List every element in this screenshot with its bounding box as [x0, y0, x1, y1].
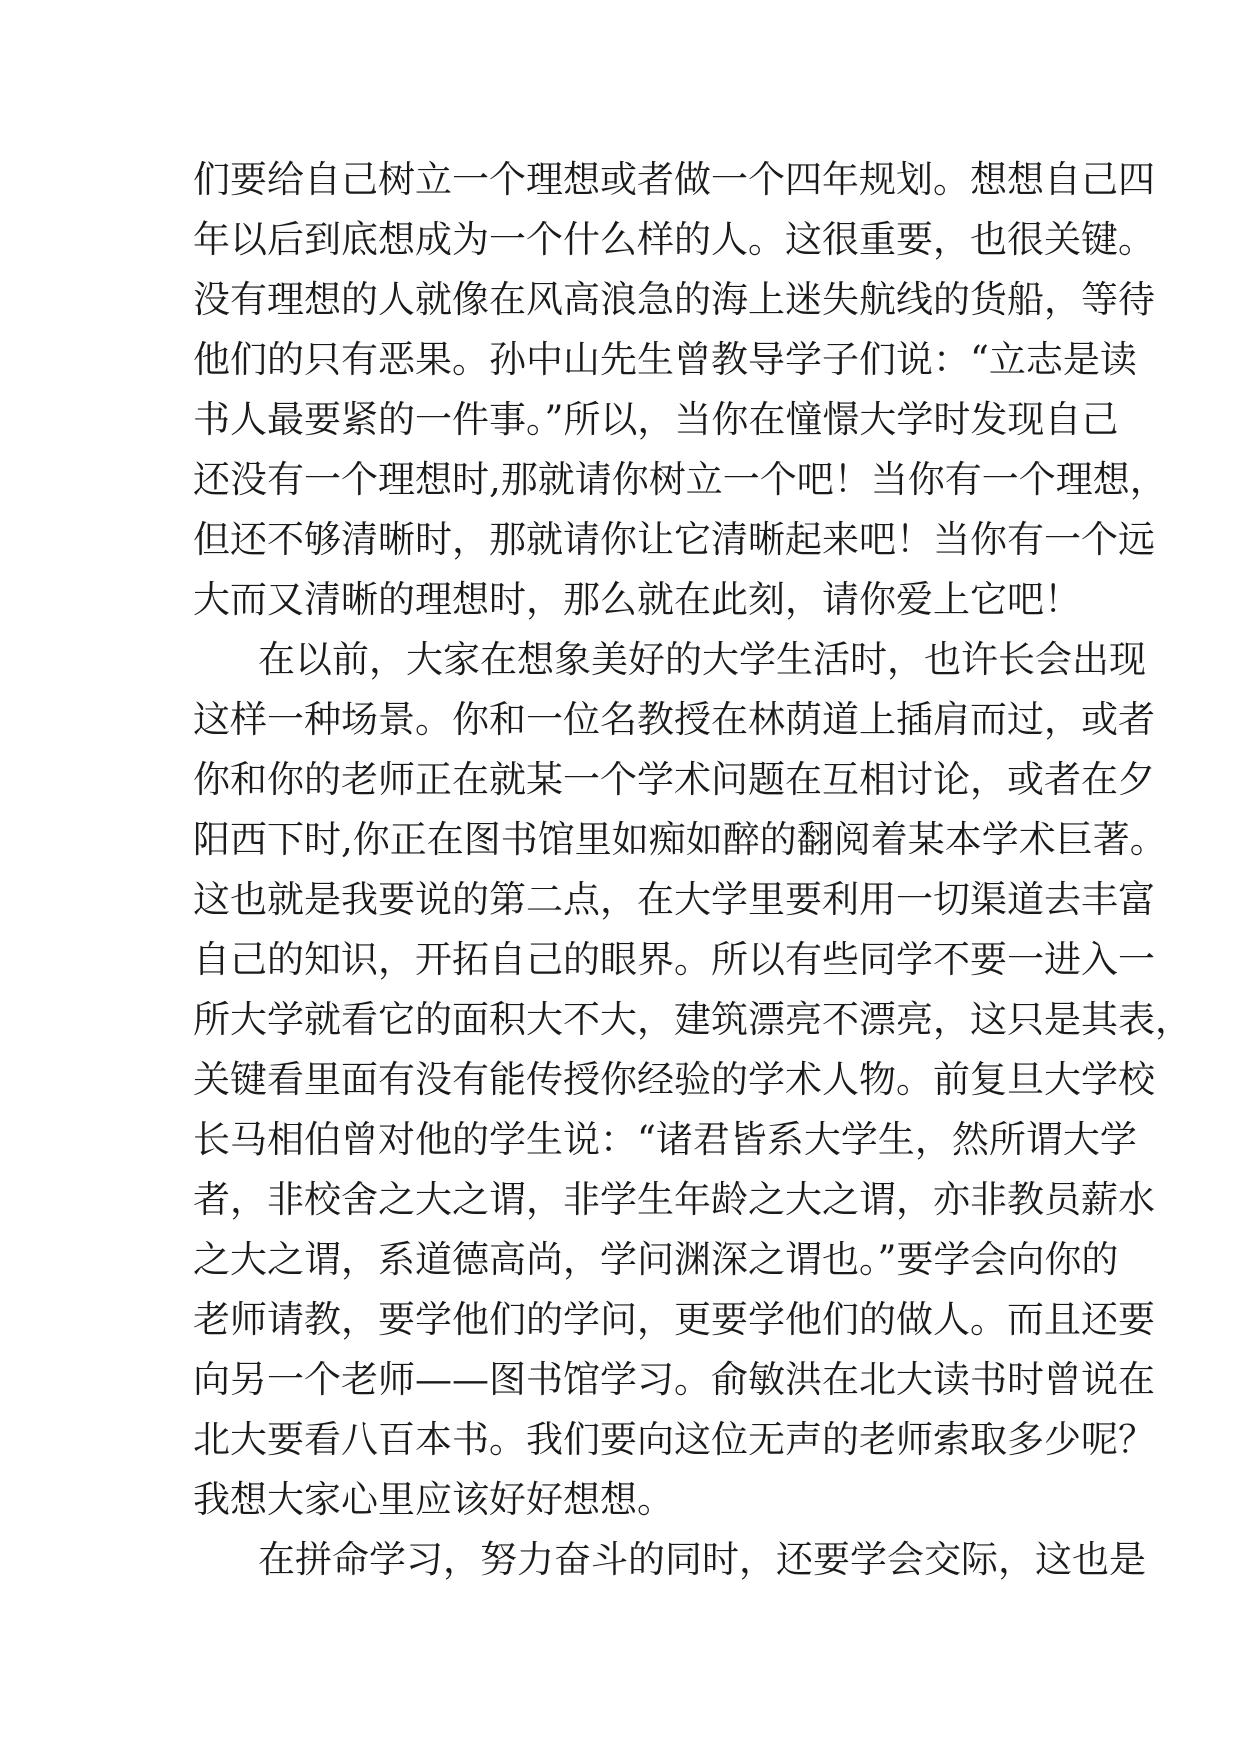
- paragraph-first-line: 在拼命学习，努力奋斗的同时，还要学会交际，这也是: [258, 1538, 1146, 1581]
- text-line: 之大之谓，系道德高尚，学问渊深之谓也。”要学会向你的: [193, 1238, 1119, 1281]
- text-line: 你和你的老师正在就某一个学术问题在互相讨论，或者在夕: [193, 758, 1155, 801]
- text-line: 还没有一个理想时,那就请你树立一个吧！当你有一个理想，: [193, 458, 1167, 501]
- text-line: 这也就是我要说的第二点，在大学里要利用一切渠道去丰富: [193, 878, 1155, 921]
- text-line: 没有理想的人就像在风高浪急的海上迷失航线的货船，等待: [193, 278, 1155, 321]
- text-line: 自己的知识，开拓自己的眼界。所以有些同学不要一进入一: [193, 938, 1155, 981]
- text-line: 大而又清晰的理想时，那么就在此刻，请你爱上它吧！: [193, 578, 1081, 621]
- text-line: 这样一种场景。你和一位名教授在林荫道上插肩而过，或者: [193, 698, 1155, 741]
- document-body: [193, 150, 1192, 1590]
- text-line: 老师请教，要学他们的学问，更要学他们的做人。而且还要: [193, 1298, 1155, 1341]
- text-line: 者，非校舍之大之谓，非学生年龄之大之谓，亦非教员薪水: [193, 1178, 1155, 1221]
- text-line: 阳西下时,你正在图书馆里如痴如醉的翻阅着某本学术巨著。: [193, 818, 1167, 861]
- text-line: 北大要看八百本书。我们要向这位无声的老师索取多少呢？: [193, 1418, 1155, 1461]
- text-line: 我想大家心里应该好好想想。: [193, 1478, 674, 1521]
- paragraph-first-line: 在以前，大家在想象美好的大学生活时，也许长会出现: [258, 638, 1146, 681]
- text-line: 长马相伯曾对他的学生说：“诸君皆系大学生，然所谓大学: [193, 1118, 1137, 1161]
- text-line: 但还不够清晰时，那就请你让它清晰起来吧！当你有一个远: [193, 518, 1155, 561]
- text-line: 所大学就看它的面积大不大，建筑漂亮不漂亮，这只是其表，: [193, 998, 1192, 1041]
- text-line: 关键看里面有没有能传授你经验的学术人物。前复旦大学校: [193, 1058, 1155, 1101]
- text-line: 书人最要紧的一件事。”所以，当你在憧憬大学时发现自己: [193, 398, 1119, 441]
- text-line: 年以后到底想成为一个什么样的人。这很重要，也很关键。: [193, 218, 1155, 261]
- text-line: 他们的只有恶果。孙中山先生曾教导学子们说：“立志是读: [193, 338, 1137, 381]
- text-line: 向另一个老师——图书馆学习。俞敏洪在北大读书时曾说在: [193, 1358, 1155, 1401]
- text-line: 们要给自己树立一个理想或者做一个四年规划。想想自己四: [193, 158, 1155, 201]
